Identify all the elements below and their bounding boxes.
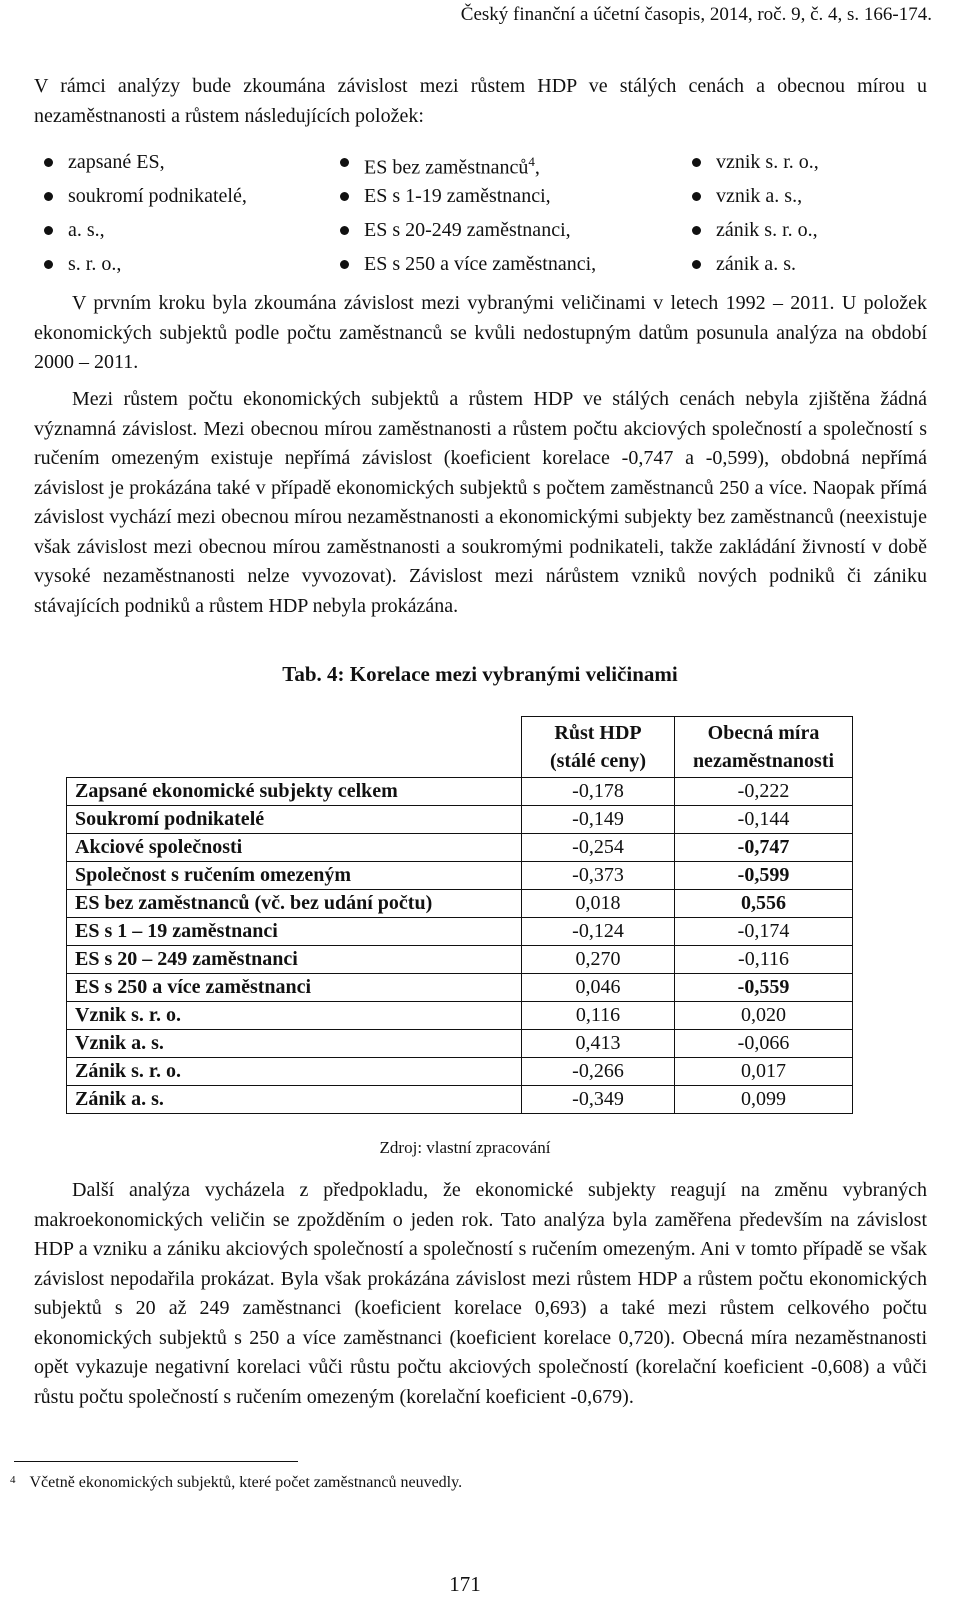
- gdp-correlation-cell: -0,178: [522, 778, 675, 806]
- gdp-correlation-cell: -0,373: [522, 862, 675, 890]
- gdp-correlation-cell: 0,116: [522, 1002, 675, 1030]
- row-label: Zánik s. r. o.: [67, 1058, 522, 1086]
- list-item: a. s.,: [38, 216, 247, 250]
- bullet-icon: [44, 158, 53, 167]
- footnote: [10, 1474, 462, 1492]
- list-item: ES bez zaměstnanců$^4$,: [334, 148, 596, 182]
- bullet-icon: [692, 260, 701, 269]
- row-label: ES s 20 – 249 zaměstnanci: [67, 946, 522, 974]
- bullet-column-3: [686, 148, 819, 284]
- list-item: soukromí podnikatelé,: [38, 182, 247, 216]
- paragraph-2: Mezi růstem počtu ekonomických subjektů a růstem HDP ve stálých cenách nebyla zjištěna žádná významná závislost. Mezi obecnou mírou zaměstnanosti a růstem počtu akciových společností a společností s ručením omezeným existuje nepřímá závislost (koeficient korelace -0,747 a -0,599), obdobná nepřímá závislost je prokázána také v případě ekonomických subjektů s počtem zaměstnanců 250 a více. Naopak přímá závislost vychází mezi obecnou mírou nezaměstnanosti a ekonomickými subjekty bez zaměstnanců (neexistuje však závislost mezi obecnou mírou zaměstnanosti a soukromými podnikateli, takže zakládání živností v době vysoké nezaměstnanosti nelze vyvozovat). Závislost mezi nárůstem vzniků nových podniků či zániku stávajících podniků a růstem HDP nebyla prokázána.: [34, 388, 927, 617]
- unemployment-correlation-cell: -0,222: [675, 778, 853, 806]
- journal-header: Český finanční a účetní časopis, 2014, roč. 9, č. 4, s. 166-174.: [460, 4, 932, 25]
- table-source: Zdroj: vlastní zpracování: [379, 1138, 551, 1157]
- row-label: Vznik s. r. o.: [67, 1002, 522, 1030]
- table-row: [67, 1030, 853, 1058]
- row-label: ES s 1 – 19 zaměstnanci: [67, 918, 522, 946]
- list-item: ES s 1-19 zaměstnanci,: [334, 182, 596, 216]
- footnote-text: Včetně ekonomických subjektů, které počet zaměstnanců neuvedly.: [29, 1474, 463, 1491]
- list-item: zánik s. r. o.,: [686, 216, 819, 250]
- bullet-icon: [340, 260, 349, 269]
- unemployment-correlation-cell: -0,116: [675, 946, 853, 974]
- bullet-icon: [692, 192, 701, 201]
- bullet-icon: [340, 226, 349, 235]
- bullet-icon: [44, 192, 53, 201]
- row-label: Zapsané ekonomické subjekty celkem: [67, 778, 522, 806]
- footnote-ref: 4: [528, 154, 535, 169]
- intro-paragraph: V rámci analýzy bude zkoumána závislost mezi růstem HDP ve stálých cenách a obecnou mírou u nezaměstnanosti a růstem následujících položek:: [34, 75, 927, 127]
- table-row: [67, 1086, 853, 1114]
- row-label: Akciové společnosti: [67, 834, 522, 862]
- unemployment-correlation-cell: 0,020: [675, 1002, 853, 1030]
- item-list: [0, 148, 960, 278]
- gdp-correlation-cell: -0,266: [522, 1058, 675, 1086]
- column-header-unemployment: Obecná míra nezaměstnanosti: [675, 717, 853, 778]
- bullet-icon: [340, 192, 349, 201]
- list-item: ES s 250 a více zaměstnanci,: [334, 250, 596, 284]
- row-label: Zánik a. s.: [67, 1086, 522, 1114]
- paragraph-3: Další analýza vycházela z předpokladu, že ekonomické subjekty reagují na změnu vybraných makroekonomických veličin se zpožděním o jeden rok. Tato analýza byla zaměřena především na závislost HDP a vzniku a zániku akciových společností a společností s ručením omezeným. Ani v tomto případě se však závislost nepodařila prokázat. Byla však prokázána závislost mezi růstem HDP a růstem počtu ekonomických subjektů s 20 až 249 zaměstnanci (koeficient korelace 0,693) a také mezi růstem celkového počtu ekonomických subjektů s 250 a více zaměstnanci (koeficient korelace 0,720). Obecná míra nezaměstnanosti opět vykazuje negativní korelaci vůči růstu počtu akciových společností (korelační koeficient -0,608) a vůči růstu počtu společností s ručením omezeným (korelační koeficient -0,679).: [34, 1179, 927, 1408]
- list-item: vznik s. r. o.,: [686, 148, 819, 182]
- bullet-icon: [340, 158, 349, 167]
- table-row: [67, 946, 853, 974]
- unemployment-correlation-cell: 0,017: [675, 1058, 853, 1086]
- row-label: ES s 250 a více zaměstnanci: [67, 974, 522, 1002]
- table-row: [67, 862, 853, 890]
- unemployment-correlation-cell: -0,559: [675, 974, 853, 1002]
- gdp-correlation-cell: 0,018: [522, 890, 675, 918]
- table-row: [67, 974, 853, 1002]
- unemployment-correlation-cell: -0,599: [675, 862, 853, 890]
- bullet-column-2: [334, 148, 596, 284]
- bullet-icon: [44, 226, 53, 235]
- unemployment-correlation-cell: -0,066: [675, 1030, 853, 1058]
- unemployment-correlation-cell: -0,174: [675, 918, 853, 946]
- table-row: [67, 778, 853, 806]
- list-item: ES s 20-249 zaměstnanci,: [334, 216, 596, 250]
- gdp-correlation-cell: 0,046: [522, 974, 675, 1002]
- page-number: 171: [449, 1572, 481, 1596]
- table-body: [67, 778, 853, 1114]
- table-row: [67, 1058, 853, 1086]
- bullet-icon: [44, 260, 53, 269]
- table-caption: Tab. 4: Korelace mezi vybranými veličinami: [282, 662, 678, 686]
- bullet-icon: [692, 226, 701, 235]
- unemployment-correlation-cell: -0,747: [675, 834, 853, 862]
- paragraph-1: V prvním kroku byla zkoumána závislost mezi vybranými veličinami v letech 1992 – 2011. U položek ekonomických subjektů podle počtu zaměstnanců se kvůli nedostupným datům posunula analýza na období 2000 – 2011.: [34, 292, 927, 373]
- table-row: [67, 834, 853, 862]
- bullet-column-1: [38, 148, 247, 284]
- table-row: [67, 1002, 853, 1030]
- row-label: ES bez zaměstnanců (vč. bez udání počtu): [67, 890, 522, 918]
- gdp-correlation-cell: -0,149: [522, 806, 675, 834]
- table-row: [67, 918, 853, 946]
- table-header-row: [67, 717, 853, 778]
- unemployment-correlation-cell: -0,144: [675, 806, 853, 834]
- list-item: zapsané ES,: [38, 148, 247, 182]
- list-item: s. r. o.,: [38, 250, 247, 284]
- footnote-divider: [14, 1461, 298, 1462]
- list-item: vznik a. s.,: [686, 182, 819, 216]
- gdp-correlation-cell: -0,349: [522, 1086, 675, 1114]
- gdp-correlation-cell: -0,254: [522, 834, 675, 862]
- correlation-table: [66, 716, 853, 1114]
- column-header-gdp: Růst HDP (stálé ceny): [522, 717, 675, 778]
- gdp-correlation-cell: 0,413: [522, 1030, 675, 1058]
- table-row: [67, 890, 853, 918]
- gdp-correlation-cell: -0,124: [522, 918, 675, 946]
- table-corner: [67, 717, 522, 778]
- footnote-number: 4: [10, 1474, 16, 1486]
- unemployment-correlation-cell: 0,099: [675, 1086, 853, 1114]
- unemployment-correlation-cell: 0,556: [675, 890, 853, 918]
- row-label: Vznik a. s.: [67, 1030, 522, 1058]
- list-item: zánik a. s.: [686, 250, 819, 284]
- table-row: [67, 806, 853, 834]
- row-label: Společnost s ručením omezeným: [67, 862, 522, 890]
- bullet-icon: [692, 158, 701, 167]
- row-label: Soukromí podnikatelé: [67, 806, 522, 834]
- gdp-correlation-cell: 0,270: [522, 946, 675, 974]
